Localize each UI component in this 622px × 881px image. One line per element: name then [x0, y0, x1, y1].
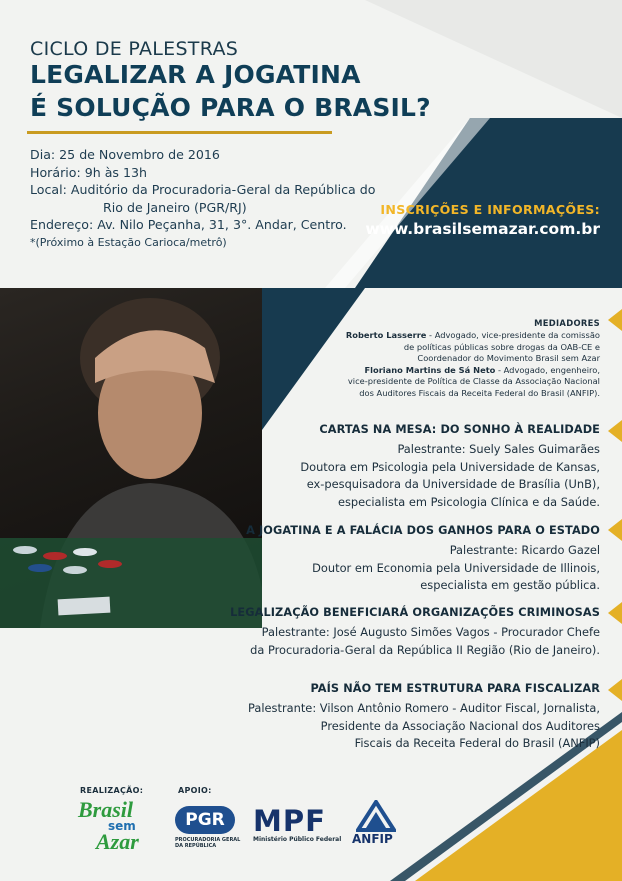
talk-2-line-1: Palestrante: Ricardo Gazel [449, 543, 600, 557]
talk-4-line-1: Palestrante: Vilson Antônio Romero - Auditor Fiscal, Jornalista, [248, 701, 600, 715]
apoio-label: APOIO: [178, 786, 212, 795]
talk-4-line-2: Presidente da Associação Nacional dos Auditores [320, 718, 600, 733]
mediator-2-desc-2: vice-presidente de Política de Classe da Associação Nacional [347, 376, 600, 387]
talk-1-details [300, 441, 600, 511]
mediator-1-name: Roberto Lasserre [345, 330, 427, 340]
mediators-marker [608, 309, 622, 331]
event-time: Horário: 9h às 13h [30, 164, 147, 180]
realizacao-label: REALIZAÇÃO: [80, 786, 144, 795]
brasil-sem-azar-logo [78, 797, 158, 860]
registration-block [365, 202, 600, 238]
gambler-photo [0, 288, 262, 628]
event-note: *(Próximo à Estação Carioca/metrô) [30, 235, 227, 249]
talk-1-marker [608, 420, 622, 442]
title-underline [27, 131, 332, 134]
event-info [30, 146, 375, 251]
registration-url[interactable]: www.brasilsemazar.com.br [365, 220, 600, 238]
registration-label: INSCRIÇÕES E INFORMAÇÕES: [380, 202, 600, 217]
logo-pgr-sub-1: PROCURADORIA GERAL [175, 837, 241, 843]
event-location-line-1: Local: Auditório da Procuradoria-Geral da República do [30, 182, 376, 197]
pgr-logo [175, 806, 245, 856]
event-title-line-2: É SOLUÇÃO PARA O BRASIL? [30, 93, 431, 122]
talk-1-title: CARTAS NA MESA: DO SONHO À REALIDADE [319, 423, 600, 436]
logo-azar-text: Azar [96, 829, 139, 854]
series-kicker: CICLO DE PALESTRAS [30, 38, 239, 60]
event-date: Dia: 25 de Novembro de 2016 [30, 147, 220, 162]
talk-2-details [312, 542, 600, 595]
anfip-logo [352, 800, 412, 856]
talk-1-line-2: Doutora em Psicologia pela Universidade de Kansas, [300, 459, 600, 474]
logo-mpf-sub: Ministério Público Federal [253, 836, 342, 843]
gold-corner [415, 730, 622, 881]
playing-cards [58, 597, 111, 616]
talk-2-marker [608, 519, 622, 541]
talk-3-title: LEGALIZAÇÃO BENEFICIARÁ ORGANIZAÇÕES CRIMINOSAS [230, 606, 600, 619]
mediator-2-name: Floriano Martins de Sá Neto [364, 364, 496, 375]
talk-1-line-4: especialista em Psicologia Clínica e da Saúde. [337, 494, 600, 509]
mediators-heading: MEDIADORES [534, 318, 600, 328]
logo-sem-text: sem [108, 819, 136, 833]
talk-2-line-3: especialista em gestão pública. [420, 578, 600, 592]
mediator-1-desc-3: Coordenador do Movimento Brasil sem Azar [417, 353, 600, 364]
poker-table [0, 538, 262, 628]
event-title-line-1: LEGALIZAR A JOGATINA [30, 60, 361, 89]
mediator-1-desc-1: - Advogado, vice-presidente da comissão [426, 330, 600, 340]
talk-4-line-3: Fiscais da Receita Federal do Brasil (ANFIP) [354, 736, 600, 750]
mediators-list [346, 330, 600, 400]
talk-1-line-1: Palestrante: Suely Sales Guimarães [397, 442, 600, 456]
talk-4-title: PAÍS NÃO TEM ESTRUTURA PARA FISCALIZAR [310, 682, 600, 695]
event-location-line-2: Rio de Janeiro (PGR/RJ) [103, 199, 247, 215]
talk-4-marker [608, 679, 622, 701]
gambler-illustration [0, 288, 262, 628]
talk-3-marker [608, 602, 622, 624]
logo-pgr-text: PGR [175, 806, 235, 834]
logo-anfip-text: ANFIP [352, 832, 393, 846]
talk-4-details [248, 700, 600, 753]
mpf-logo [253, 806, 343, 856]
logo-pgr-sub-2: DA REPÚBLICA [175, 843, 217, 849]
talk-3-details [250, 624, 600, 659]
talk-3-line-2: da Procuradoria-Geral da República II Região (Rio de Janeiro). [250, 642, 600, 657]
talk-2-title: A JOGATINA E A FALÁCIA DOS GANHOS PARA O ESTADO [246, 524, 600, 537]
talk-1-line-3: ex-pesquisadora da Universidade de Brasília (UnB), [306, 477, 600, 491]
event-address: Endereço: Av. Nilo Peçanha, 31, 3°. Andar, Centro. [30, 217, 347, 232]
mediator-2-desc-3: dos Auditores Fiscais da Receita Federal do Brasil (ANFIP). [359, 387, 600, 398]
talk-2-line-2: Doutor em Economia pela Universidade de Illinois, [312, 560, 600, 575]
talk-3-line-1: Palestrante: José Augusto Simões Vagos - Procurador Chefe [261, 625, 600, 639]
anfip-emblem-icon [356, 800, 396, 832]
logo-mpf-text: MPF [253, 804, 326, 838]
mediator-2-desc-1: - Advogado, engenheiro, [495, 364, 600, 375]
mediator-1-desc-2: de políticas públicas sobre drogas da OAB-CE e [403, 341, 600, 352]
logo-brasil-text: Brasil [78, 797, 134, 822]
